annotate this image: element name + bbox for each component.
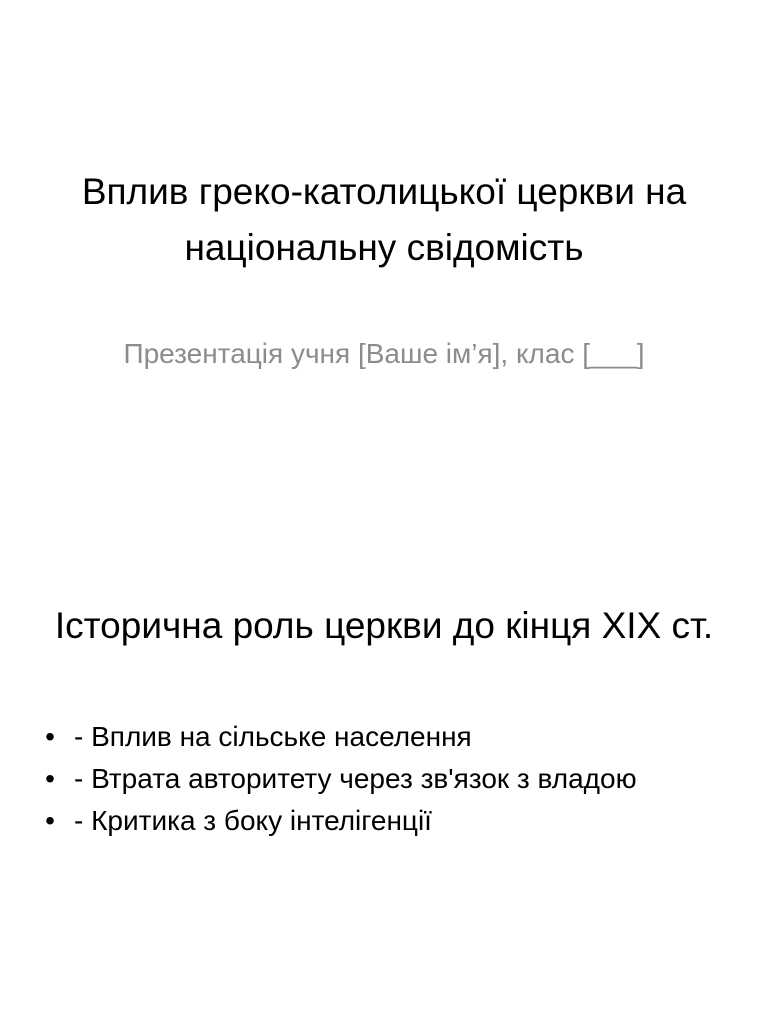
presentation-subtitle: Презентація учня [Ваше ім’я], клас [___] (123, 338, 645, 369)
bullet-text: - Втрата авторитету через зв'язок з владою (74, 763, 637, 794)
bullet-dot-icon: • (45, 721, 55, 752)
bullet-text: - Вплив на сільське населення (74, 721, 472, 752)
slide-heading: Історична роль церкви до кінця XIX ст. (54, 605, 714, 646)
bullet-dot-icon: • (45, 805, 55, 836)
bullet-list (40, 717, 740, 843)
bullet-item (40, 759, 740, 799)
slide-historical-role (0, 512, 768, 1024)
bullet-text: - Критика з боку інтелігенції (74, 805, 432, 836)
presentation-title: Вплив греко-католицької церкви на національну свідомість (81, 171, 687, 268)
bullet-item (40, 717, 740, 757)
bullet-dot-icon: • (45, 763, 55, 794)
bullet-item (40, 801, 740, 841)
